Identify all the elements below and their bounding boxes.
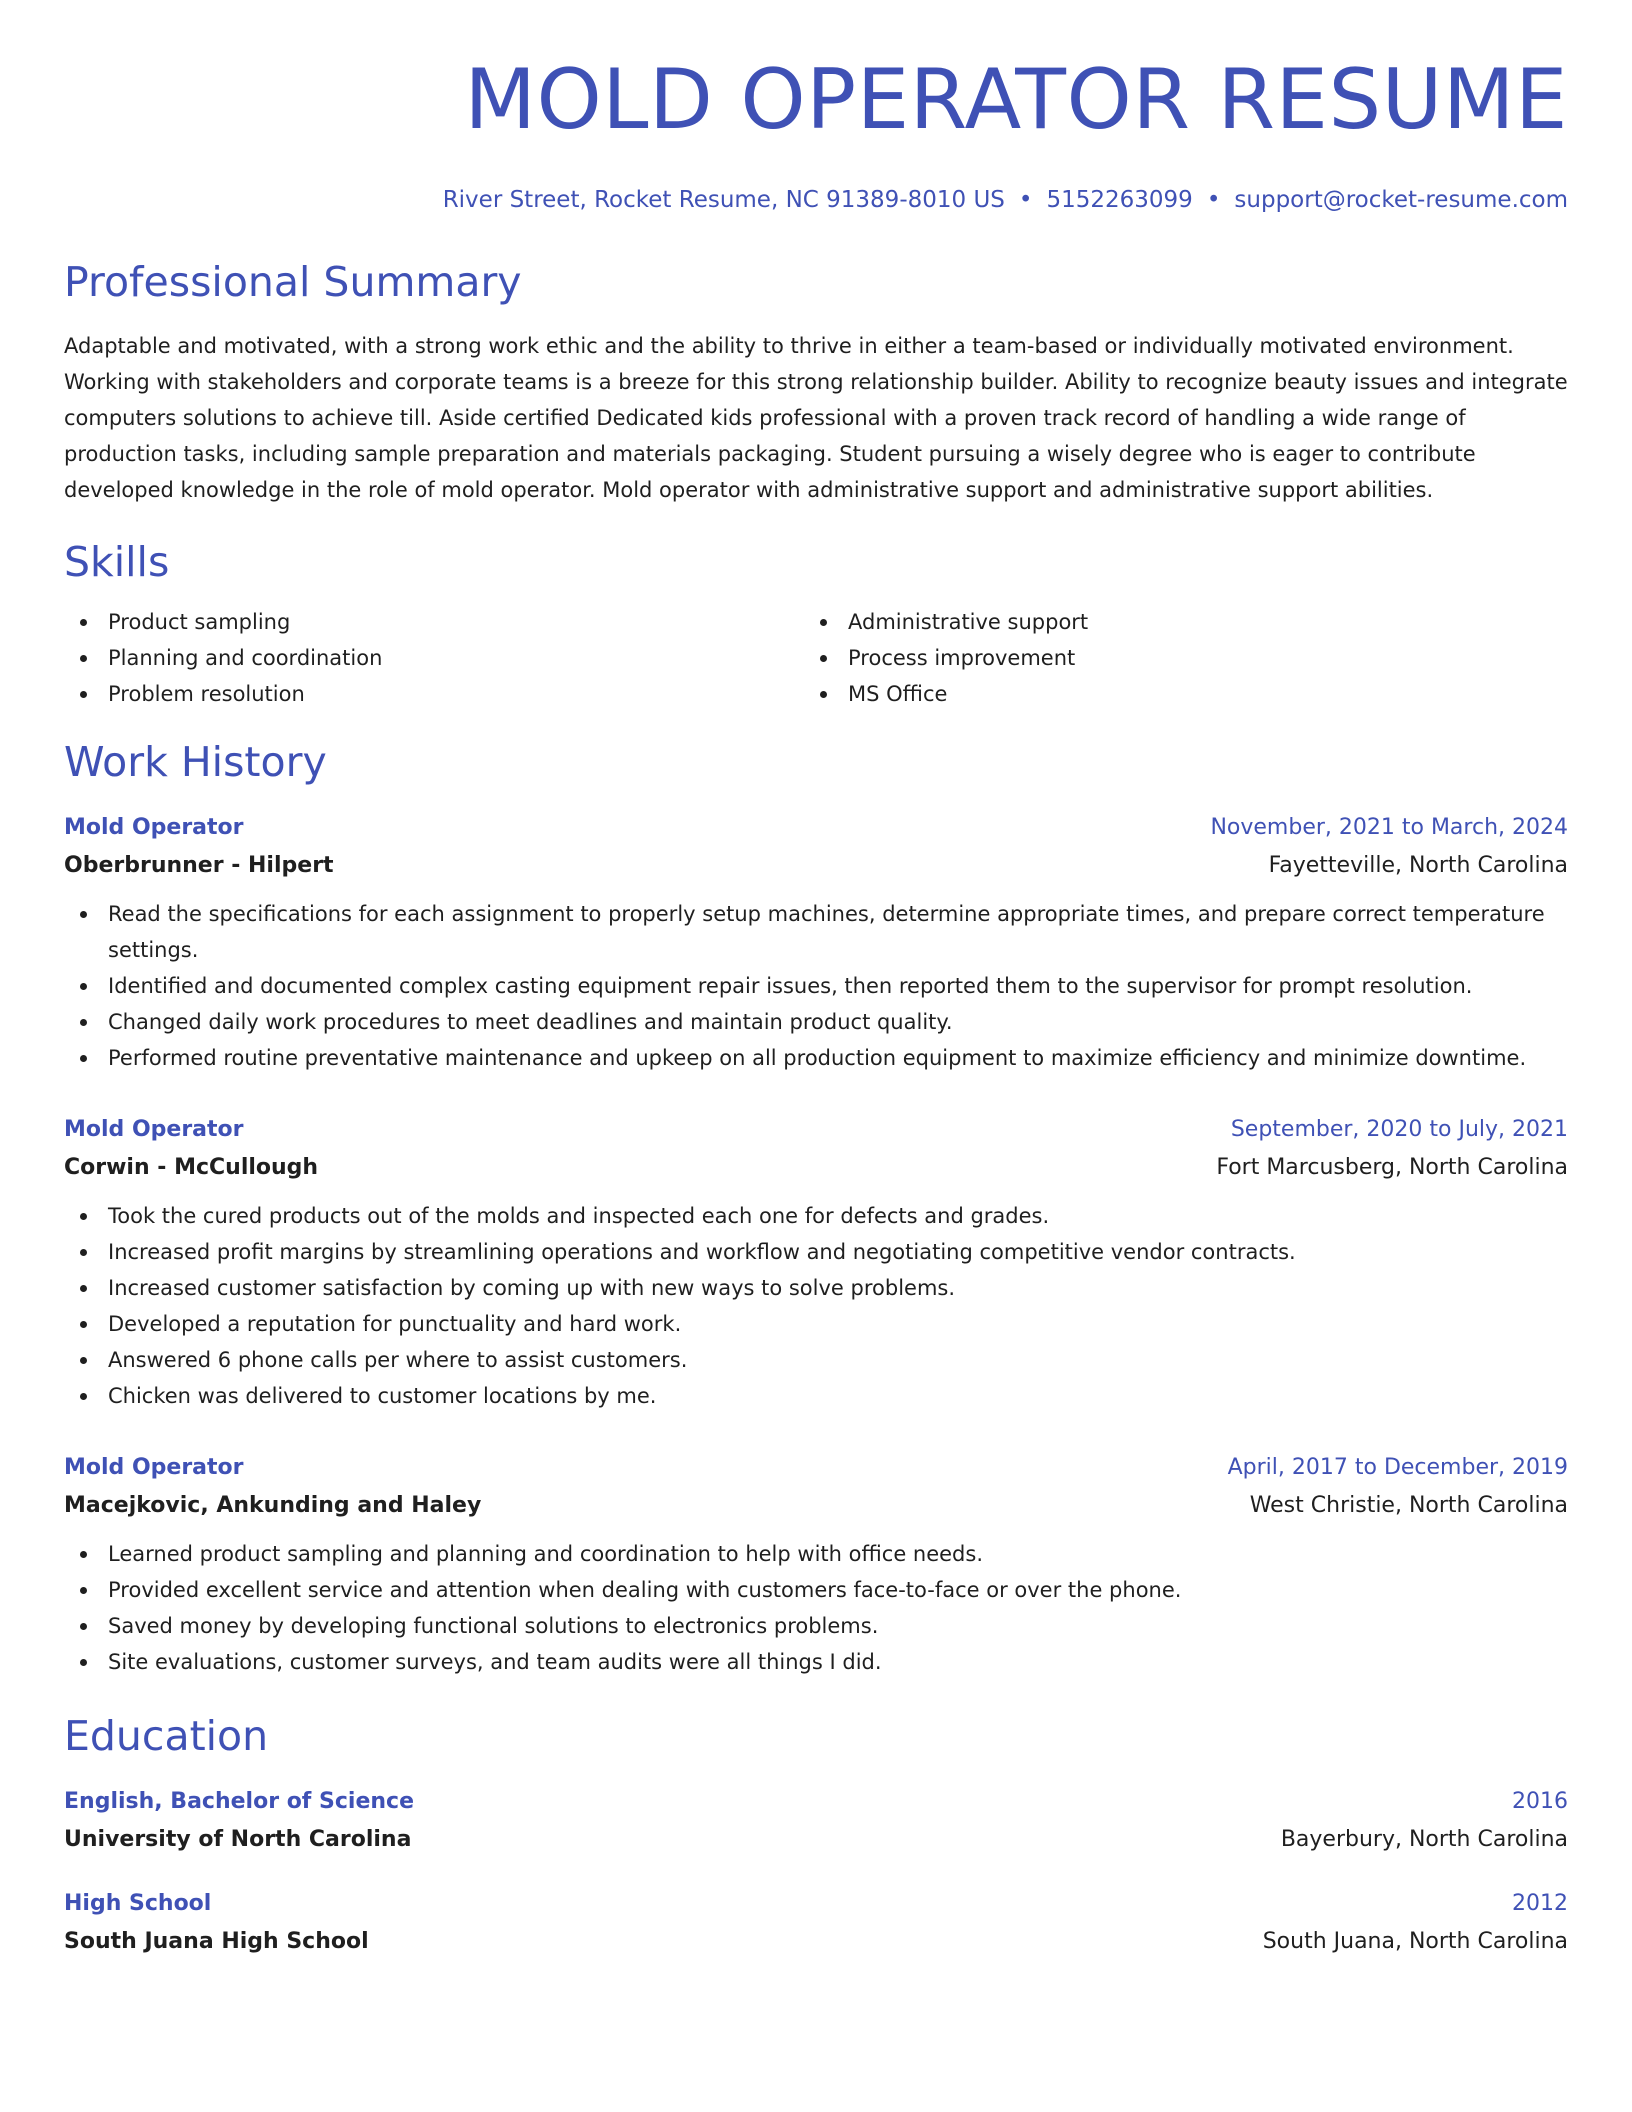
job-bullets <box>64 896 1568 1076</box>
education-degree: High School <box>64 1891 212 1916</box>
education-year: 2012 <box>1512 1891 1568 1916</box>
education-location: Bayerbury, North Carolina <box>1280 1827 1568 1852</box>
contact-line <box>64 184 1568 216</box>
job-entry <box>64 1450 1568 1680</box>
job-bullet: Provided excellent service and attention when dealing with customers face-to-face or over the phone. <box>64 1572 1568 1608</box>
education-school: University of North Carolina <box>64 1827 412 1852</box>
skill-item: MS Office <box>804 676 1544 712</box>
education-entry <box>64 1886 1568 1962</box>
job-dates: September, 2020 to July, 2021 <box>1230 1117 1568 1142</box>
job-bullet: Chicken was delivered to customer locations by me. <box>64 1378 1568 1414</box>
education-heading: Education <box>64 1712 269 1760</box>
skill-item: Process improvement <box>804 640 1544 676</box>
job-employer: Macejkovic, Ankunding and Haley <box>64 1493 482 1518</box>
contact-separator: • <box>1018 187 1033 213</box>
job-bullet: Performed routine preventative maintenance and upkeep on all production equipment to maximize efficiency and minimize downtime. <box>64 1040 1568 1076</box>
education-section <box>64 1710 1568 1962</box>
job-role: Mold Operator <box>64 1117 244 1142</box>
skills-columns <box>64 604 1568 712</box>
summary-section <box>64 256 1568 508</box>
summary-text: Adaptable and motivated, with a strong work ethic and the ability to thrive in either a team-based or individually motivated environment. Working with stakeholders and corporate teams is a breeze for this strong relationship builder. Ability to recognize beauty issues and integrate computers solutions to achieve till. Aside certified Dedicated kids professional with a proven track record of handling a wide range of production tasks, including sample preparation and materials packaging. Student pursuing a wisely degree who is eager to contribute developed knowledge in the role of mold operator. Mold operator with administrative support and administrative support abilities. <box>64 334 1568 502</box>
job-bullet: Identified and documented complex casting equipment repair issues, then reported them to the supervisor for prompt resolution. <box>64 968 1568 1004</box>
job-entry <box>64 810 1568 1076</box>
job-bullet: Took the cured products out of the molds and inspected each one for defects and grades. <box>64 1198 1568 1234</box>
education-entry <box>64 1784 1568 1860</box>
job-entry <box>64 1112 1568 1414</box>
work-history-heading: Work History <box>64 738 327 786</box>
contact-email: support@rocket-resume.com <box>1234 187 1568 213</box>
skills-list-right <box>804 604 1544 712</box>
summary-heading: Professional Summary <box>64 258 522 306</box>
job-bullet: Learned product sampling and planning and coordination to help with office needs. <box>64 1536 1568 1572</box>
job-role: Mold Operator <box>64 1455 244 1480</box>
job-bullet: Increased profit margins by streamlining operations and workflow and negotiating competitive vendor contracts. <box>64 1234 1568 1270</box>
job-bullets <box>64 1536 1568 1680</box>
skills-heading: Skills <box>64 538 170 586</box>
job-bullet: Site evaluations, customer surveys, and team audits were all things I did. <box>64 1644 1568 1680</box>
skill-item: Problem resolution <box>64 676 804 712</box>
resume-title: MOLD OPERATOR RESUME <box>464 51 1568 148</box>
contact-separator: • <box>1206 187 1221 213</box>
education-degree: English, Bachelor of Science <box>64 1789 415 1814</box>
skills-section <box>64 536 1568 712</box>
skills-list-left <box>64 604 804 712</box>
contact-address: River Street, Rocket Resume, NC 91389-8010 US <box>442 187 1005 213</box>
skill-item: Planning and coordination <box>64 640 804 676</box>
education-year: 2016 <box>1512 1789 1568 1814</box>
job-bullet: Read the specifications for each assignment to properly setup machines, determine appropriate times, and prepare correct temperature settings. <box>64 896 1568 968</box>
education-location: South Juana, North Carolina <box>1262 1929 1568 1954</box>
job-bullet: Saved money by developing functional solutions to electronics problems. <box>64 1608 1568 1644</box>
education-school: South Juana High School <box>64 1929 369 1954</box>
job-bullet: Answered 6 phone calls per where to assist customers. <box>64 1342 1568 1378</box>
job-employer: Corwin - McCullough <box>64 1155 319 1180</box>
job-bullet: Increased customer satisfaction by coming up with new ways to solve problems. <box>64 1270 1568 1306</box>
resume-header <box>64 48 1568 216</box>
contact-phone: 5152263099 <box>1046 187 1193 213</box>
job-role: Mold Operator <box>64 815 244 840</box>
work-history-section <box>64 736 1568 1680</box>
job-dates: April, 2017 to December, 2019 <box>1227 1455 1568 1480</box>
job-bullet: Changed daily work procedures to meet deadlines and maintain product quality. <box>64 1004 1568 1040</box>
skill-item: Product sampling <box>64 604 804 640</box>
job-dates: November, 2021 to March, 2024 <box>1210 815 1568 840</box>
job-location: Fayetteville, North Carolina <box>1268 853 1568 878</box>
job-location: West Christie, North Carolina <box>1249 1493 1568 1518</box>
job-bullets <box>64 1198 1568 1414</box>
job-location: Fort Marcusberg, North Carolina <box>1216 1155 1568 1180</box>
skill-item: Administrative support <box>804 604 1544 640</box>
job-employer: Oberbrunner - Hilpert <box>64 853 334 878</box>
job-bullet: Developed a reputation for punctuality and hard work. <box>64 1306 1568 1342</box>
